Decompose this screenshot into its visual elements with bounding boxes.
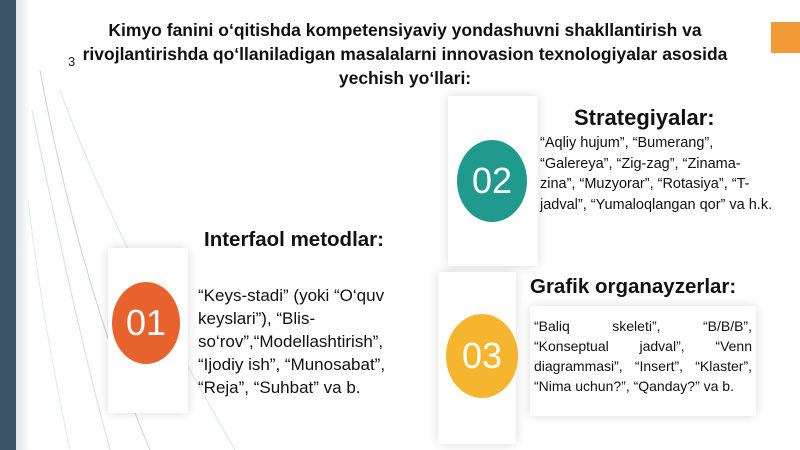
circle-02: 02 (457, 140, 527, 222)
circle-03: 03 (446, 314, 518, 398)
heading-strategiyalar: Strategiyalar: (574, 105, 715, 130)
accent-box (771, 22, 800, 53)
circle-01: 01 (112, 282, 180, 364)
text-strategiyalar: “Aqliy hujum”, “Bumerang”, “Galereya”, “Zig-zag”, “Zinama-zina”, “Muzyorar”, “Rotasiya”, “T-jadval”, “Yumaloqlangan qor” va h.k. (540, 135, 773, 213)
heading-grafik-organayzerlar: Grafik organayzerlar: (530, 275, 737, 298)
page-number: 3 (68, 54, 76, 69)
heading-interfaol-metodlar: Interfaol metodlar: (204, 228, 384, 251)
text-grafik-organayzerlar: “Baliq skeleti”, “B/B/B”, “Konseptual jadval”, “Venn diagrammasi”, “Insert”, “Klaster”, “Nima uchun?”, “Qanday?” va b. (534, 318, 752, 394)
slide-title: Kimyo fanini o‘qitishda kompetensiyaviy yondashuvni shakllantirish va rivojlantirishda qo‘llaniladigan masalalarni innovasion texnologiyalar asosida yechish yo‘llari: (82, 20, 728, 88)
text-interfaol-metodlar: “Keys-stadi” (yoki “O‘quv keyslari”), “Blis-so‘rov”,“Modellashtirish”, “Ijodiy ish”, “Munosabat”, “Reja”, “Suhbat” va b. (198, 286, 386, 397)
